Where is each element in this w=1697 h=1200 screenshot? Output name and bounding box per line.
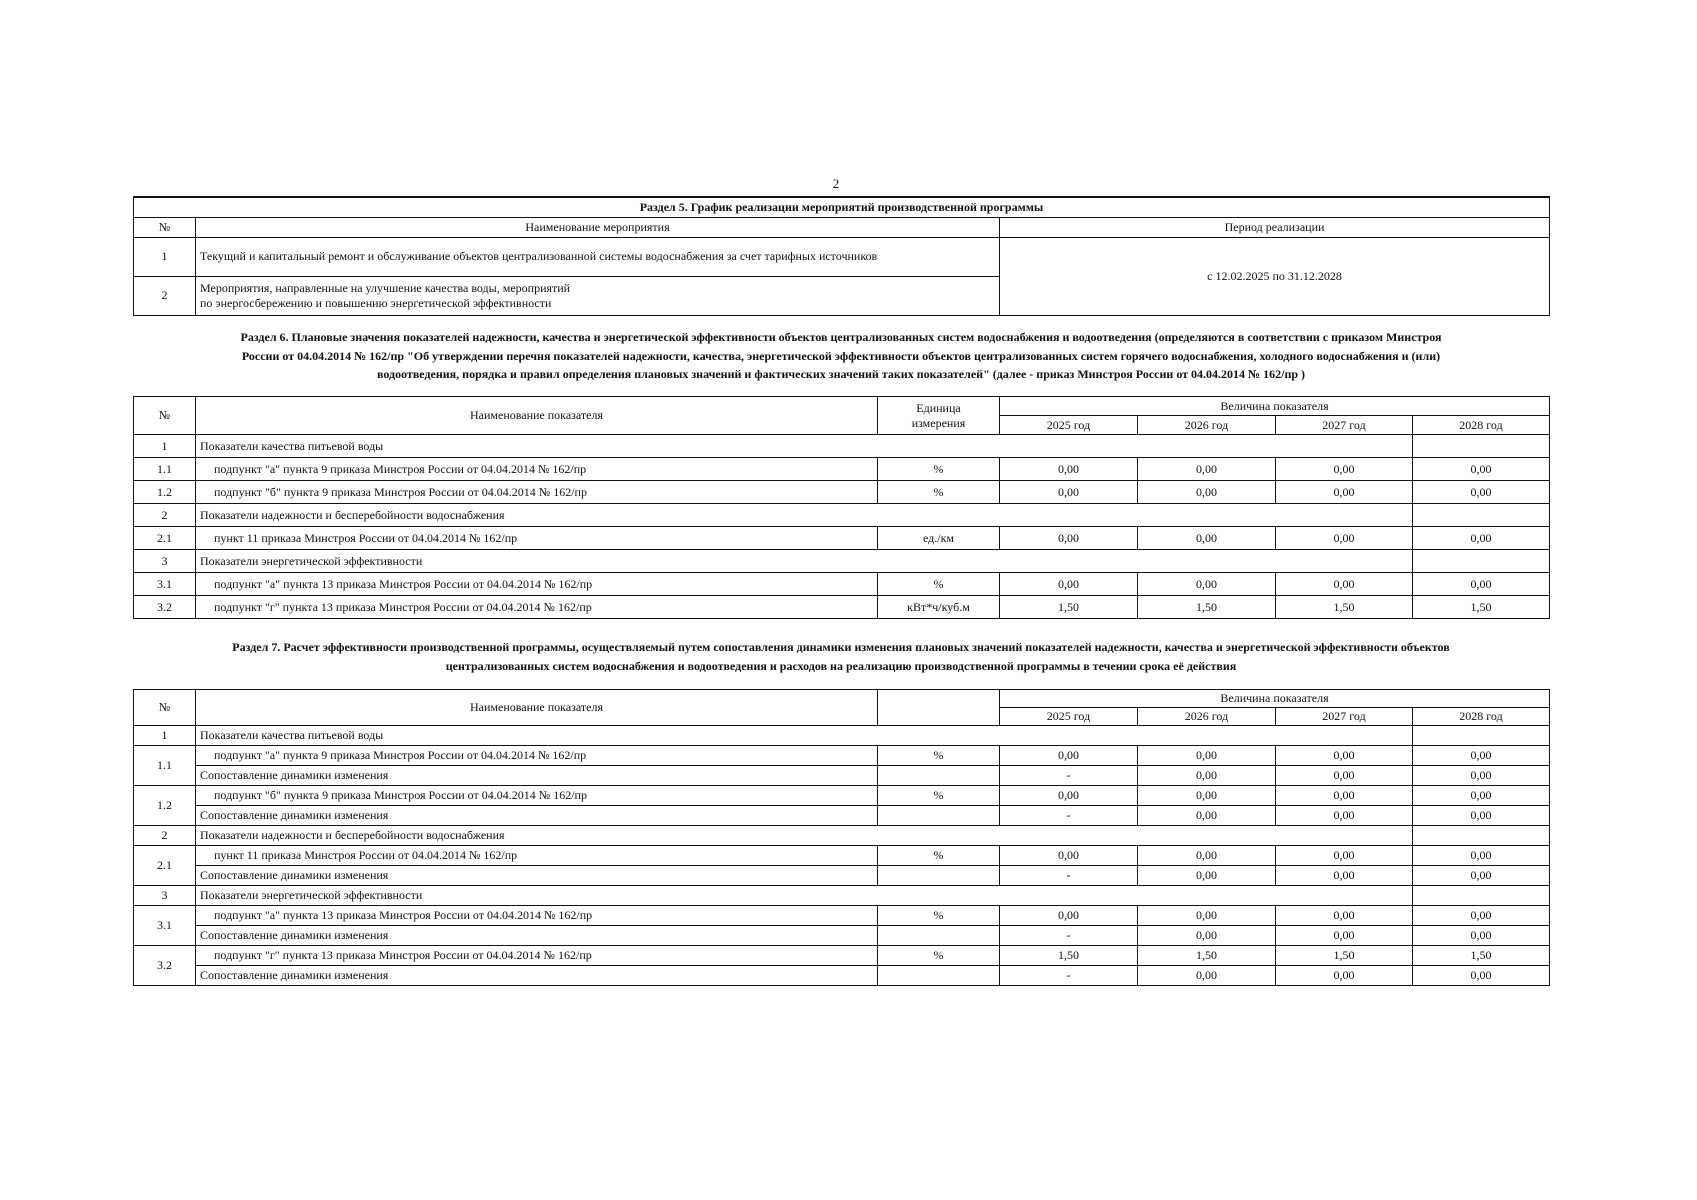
row-name: подпункт "г" пункта 13 приказа Минстроя России от 04.04.2014 № 162/пр xyxy=(196,946,878,966)
compare-value: 0,00 xyxy=(1138,966,1276,986)
row-num: 3.2 xyxy=(134,946,196,986)
empty-cell xyxy=(1413,550,1550,573)
compare-label: Сопоставление динамики изменения xyxy=(196,766,878,786)
group-row xyxy=(134,504,1550,527)
compare-label: Сопоставление динамики изменения xyxy=(196,966,878,986)
group-row xyxy=(134,826,1550,846)
row-value: 0,00 xyxy=(1000,458,1138,481)
empty-cell xyxy=(1413,504,1550,527)
section-6-heading-line-1: Раздел 6. Плановые значения показателей надежности, качества и энергетической эффективности объектов централизованных систем водоснабжения и водоотведения (определяются в соответствии с приказом Минстроя xyxy=(240,330,1442,344)
compare-value: 0,00 xyxy=(1276,766,1413,786)
section-6-heading-line-3: водоотведения, порядка и правил определения плановых значений и фактических значений таких показателей" (далее - приказ Минстроя России от 04.04.2014 № 162/пр ) xyxy=(376,367,1306,382)
empty-cell xyxy=(878,766,1000,786)
row-value: 0,00 xyxy=(1000,527,1138,550)
section-7-heading xyxy=(133,638,1549,675)
table-row xyxy=(134,573,1550,596)
col-value-header: Величина показателя xyxy=(1000,690,1550,708)
row-value: 0,00 xyxy=(1276,746,1413,766)
empty-cell xyxy=(878,966,1000,986)
row-name: пункт 11 приказа Минстроя России от 04.04.2014 № 162/пр xyxy=(196,846,878,866)
period-cell: с 12.02.2025 по 31.12.2028 xyxy=(1000,237,1550,315)
row-value: 1,50 xyxy=(1000,946,1138,966)
col-unit-header-line-1: Единица xyxy=(916,400,961,415)
compare-row xyxy=(134,806,1550,826)
col-unit-header-line-2: измерения xyxy=(911,415,966,430)
row-value: 0,00 xyxy=(1138,746,1276,766)
compare-label: Сопоставление динамики изменения xyxy=(196,926,878,946)
compare-value: 0,00 xyxy=(1413,806,1550,826)
section-6-heading xyxy=(133,328,1549,384)
row-num: 2.1 xyxy=(134,527,196,550)
row-name: Текущий и капитальный ремонт и обслуживание объектов централизованной системы водоснабжения за счет тарифных источников xyxy=(196,237,1000,276)
row-value: 0,00 xyxy=(1000,573,1138,596)
compare-value: - xyxy=(1000,766,1138,786)
row-value: 0,00 xyxy=(1138,846,1276,866)
col-num-header: № xyxy=(134,397,196,435)
section-6-table xyxy=(133,396,1550,619)
compare-value: 0,00 xyxy=(1138,806,1276,826)
section-5-table xyxy=(133,196,1550,316)
section-7-body xyxy=(134,726,1550,986)
row-unit: % xyxy=(878,906,1000,926)
section-7 xyxy=(133,689,1549,986)
compare-value: 0,00 xyxy=(1276,806,1413,826)
page-number: 2 xyxy=(832,176,840,191)
row-value: 0,00 xyxy=(1413,458,1550,481)
group-name: Показатели энергетической эффективности xyxy=(196,550,1413,573)
compare-value: 0,00 xyxy=(1413,966,1550,986)
empty-cell xyxy=(1413,886,1550,906)
row-value: 0,00 xyxy=(1413,906,1550,926)
row-value: 0,00 xyxy=(1000,846,1138,866)
row-value: 0,00 xyxy=(1413,573,1550,596)
row-value: 1,50 xyxy=(1138,596,1276,619)
year-header: 2026 год xyxy=(1138,708,1276,726)
group-name: Показатели надежности и бесперебойности водоснабжения xyxy=(196,826,1413,846)
row-value: 0,00 xyxy=(1276,906,1413,926)
row-name: подпункт "а" пункта 13 приказа Минстроя России от 04.04.2014 № 162/пр xyxy=(196,573,878,596)
group-row xyxy=(134,726,1550,746)
row-name: подпункт "а" пункта 13 приказа Минстроя России от 04.04.2014 № 162/пр xyxy=(196,906,878,926)
group-num: 2 xyxy=(134,504,196,527)
row-name-line-1: Мероприятия, направленные на улучшение качества воды, мероприятий xyxy=(200,280,571,295)
table-row xyxy=(134,458,1550,481)
row-value: 0,00 xyxy=(1000,481,1138,504)
group-row xyxy=(134,550,1550,573)
group-row xyxy=(134,435,1550,458)
table-row xyxy=(134,596,1550,619)
row-num: 2 xyxy=(134,276,196,315)
group-name: Показатели надежности и бесперебойности водоснабжения xyxy=(196,504,1413,527)
group-row xyxy=(134,886,1550,906)
row-name: подпункт "а" пункта 9 приказа Минстроя России от 04.04.2014 № 162/пр xyxy=(196,458,878,481)
col-unit-header xyxy=(878,397,1000,435)
row-unit: % xyxy=(878,458,1000,481)
section-5 xyxy=(133,196,1549,316)
section-5-header-row xyxy=(134,217,1550,237)
row-value: 0,00 xyxy=(1138,458,1276,481)
group-name: Показатели энергетической эффективности xyxy=(196,886,1413,906)
compare-value: - xyxy=(1000,866,1138,886)
row-name: подпункт "б" пункта 9 приказа Минстроя России от 04.04.2014 № 162/пр xyxy=(196,786,878,806)
row-value: 0,00 xyxy=(1413,527,1550,550)
row-value: 0,00 xyxy=(1276,846,1413,866)
row-unit: % xyxy=(878,481,1000,504)
compare-value: - xyxy=(1000,926,1138,946)
row-value: 0,00 xyxy=(1276,573,1413,596)
compare-label: Сопоставление динамики изменения xyxy=(196,866,878,886)
row-unit: ед./км xyxy=(878,527,1000,550)
row-num: 1 xyxy=(134,237,196,276)
row-value: 0,00 xyxy=(1000,906,1138,926)
row-name-line-2: по энергосбережению и повышению энергетической эффективности xyxy=(200,295,552,310)
row-num: 3.1 xyxy=(134,906,196,946)
row-unit: % xyxy=(878,846,1000,866)
compare-value: 0,00 xyxy=(1413,866,1550,886)
row-value: 0,00 xyxy=(1276,481,1413,504)
row-value: 1,50 xyxy=(1413,946,1550,966)
row-num: 1.1 xyxy=(134,458,196,481)
row-value: 0,00 xyxy=(1138,906,1276,926)
compare-value: - xyxy=(1000,966,1138,986)
table-row xyxy=(134,786,1550,806)
empty-cell xyxy=(1413,435,1550,458)
row-value: 0,00 xyxy=(1413,481,1550,504)
row-value: 1,50 xyxy=(1276,946,1413,966)
col-unit-header xyxy=(878,690,1000,726)
group-name: Показатели качества питьевой воды xyxy=(196,726,1413,746)
compare-value: 0,00 xyxy=(1138,926,1276,946)
year-header: 2026 год xyxy=(1138,416,1276,435)
row-num: 2.1 xyxy=(134,846,196,886)
col-num-header: № xyxy=(134,690,196,726)
row-unit: % xyxy=(878,786,1000,806)
row-unit: кВт*ч/куб.м xyxy=(878,596,1000,619)
col-period-header: Период реализации xyxy=(1000,217,1550,237)
group-num: 1 xyxy=(134,726,196,746)
compare-value: 0,00 xyxy=(1138,866,1276,886)
table-row xyxy=(134,846,1550,866)
compare-row xyxy=(134,766,1550,786)
section-7-heading-line-2: централизованных систем водоснабжения и водоотведения и расходов на реализацию производственной программы в течении срока её действия xyxy=(445,658,1237,673)
year-header: 2027 год xyxy=(1276,708,1413,726)
table-row xyxy=(134,746,1550,766)
row-num: 1.2 xyxy=(134,481,196,504)
row-value: 0,00 xyxy=(1138,527,1276,550)
year-header: 2028 год xyxy=(1413,416,1550,435)
group-num: 3 xyxy=(134,550,196,573)
section-5-title: Раздел 5. График реализации мероприятий производственной программы xyxy=(134,197,1550,217)
col-num-header: № xyxy=(134,217,196,237)
empty-cell xyxy=(878,926,1000,946)
col-name-header: Наименование показателя xyxy=(196,397,878,435)
section-6-body xyxy=(134,435,1550,619)
year-header: 2025 год xyxy=(1000,416,1138,435)
compare-row xyxy=(134,866,1550,886)
row-value: 0,00 xyxy=(1413,746,1550,766)
row-unit: % xyxy=(878,946,1000,966)
row-value: 0,00 xyxy=(1413,786,1550,806)
row-value: 0,00 xyxy=(1000,786,1138,806)
section-7-table xyxy=(133,689,1550,986)
row-value: 0,00 xyxy=(1138,786,1276,806)
year-header: 2025 год xyxy=(1000,708,1138,726)
compare-value: 0,00 xyxy=(1138,766,1276,786)
table-row xyxy=(134,946,1550,966)
table-row xyxy=(134,527,1550,550)
row-name: подпункт "б" пункта 9 приказа Минстроя России от 04.04.2014 № 162/пр xyxy=(196,481,878,504)
col-name-header: Наименование показателя xyxy=(196,690,878,726)
row-value: 0,00 xyxy=(1000,746,1138,766)
compare-value: 0,00 xyxy=(1413,926,1550,946)
row-name: подпункт "а" пункта 9 приказа Минстроя России от 04.04.2014 № 162/пр xyxy=(196,746,878,766)
row-value: 1,50 xyxy=(1000,596,1138,619)
section-7-header-row-1 xyxy=(134,690,1550,708)
col-value-header: Величина показателя xyxy=(1000,397,1550,416)
row-value: 0,00 xyxy=(1276,458,1413,481)
empty-cell xyxy=(1413,826,1550,846)
row-value: 1,50 xyxy=(1276,596,1413,619)
row-name: подпункт "г" пункта 13 приказа Минстроя России от 04.04.2014 № 162/пр xyxy=(196,596,878,619)
row-value: 1,50 xyxy=(1138,946,1276,966)
year-header: 2028 год xyxy=(1413,708,1550,726)
group-num: 1 xyxy=(134,435,196,458)
compare-label: Сопоставление динамики изменения xyxy=(196,806,878,826)
group-name: Показатели качества питьевой воды xyxy=(196,435,1413,458)
group-num: 3 xyxy=(134,886,196,906)
table-row xyxy=(134,906,1550,926)
row-unit: % xyxy=(878,573,1000,596)
row-value: 0,00 xyxy=(1138,481,1276,504)
col-name-header: Наименование мероприятия xyxy=(196,217,1000,237)
compare-value: - xyxy=(1000,806,1138,826)
section-5-title-row xyxy=(134,197,1550,217)
compare-value: 0,00 xyxy=(1276,926,1413,946)
empty-cell xyxy=(878,806,1000,826)
row-value: 0,00 xyxy=(1138,573,1276,596)
section-6-header-row-1 xyxy=(134,397,1550,416)
year-header: 2027 год xyxy=(1276,416,1413,435)
row-name: пункт 11 приказа Минстроя России от 04.04.2014 № 162/пр xyxy=(196,527,878,550)
group-num: 2 xyxy=(134,826,196,846)
compare-value: 0,00 xyxy=(1413,766,1550,786)
row-unit: % xyxy=(878,746,1000,766)
compare-value: 0,00 xyxy=(1276,966,1413,986)
table-row xyxy=(134,237,1550,276)
row-value: 0,00 xyxy=(1276,786,1413,806)
section-6 xyxy=(133,396,1549,619)
compare-row xyxy=(134,966,1550,986)
table-row xyxy=(134,481,1550,504)
empty-cell xyxy=(1413,726,1550,746)
row-num: 3.2 xyxy=(134,596,196,619)
compare-row xyxy=(134,926,1550,946)
section-6-heading-line-2: России от 04.04.2014 № 162/пр "Об утверждении перечня показателей надежности, качества, энергетической эффективности объектов централизованных систем горячего водоснабжения, холодного водоснабжения и (или) xyxy=(241,348,1441,363)
row-value: 0,00 xyxy=(1413,846,1550,866)
row-num: 1.2 xyxy=(134,786,196,826)
compare-value: 0,00 xyxy=(1276,866,1413,886)
row-value: 0,00 xyxy=(1276,527,1413,550)
row-name xyxy=(196,276,1000,315)
empty-cell xyxy=(878,866,1000,886)
section-7-heading-line-1: Раздел 7. Расчет эффективности производственной программы, осуществляемый путем сопоставления динамики изменения плановых значений показателей надежности, качества и энергетической эффективности объектов xyxy=(232,640,1450,654)
row-value: 1,50 xyxy=(1413,596,1550,619)
row-num: 1.1 xyxy=(134,746,196,786)
row-num: 3.1 xyxy=(134,573,196,596)
